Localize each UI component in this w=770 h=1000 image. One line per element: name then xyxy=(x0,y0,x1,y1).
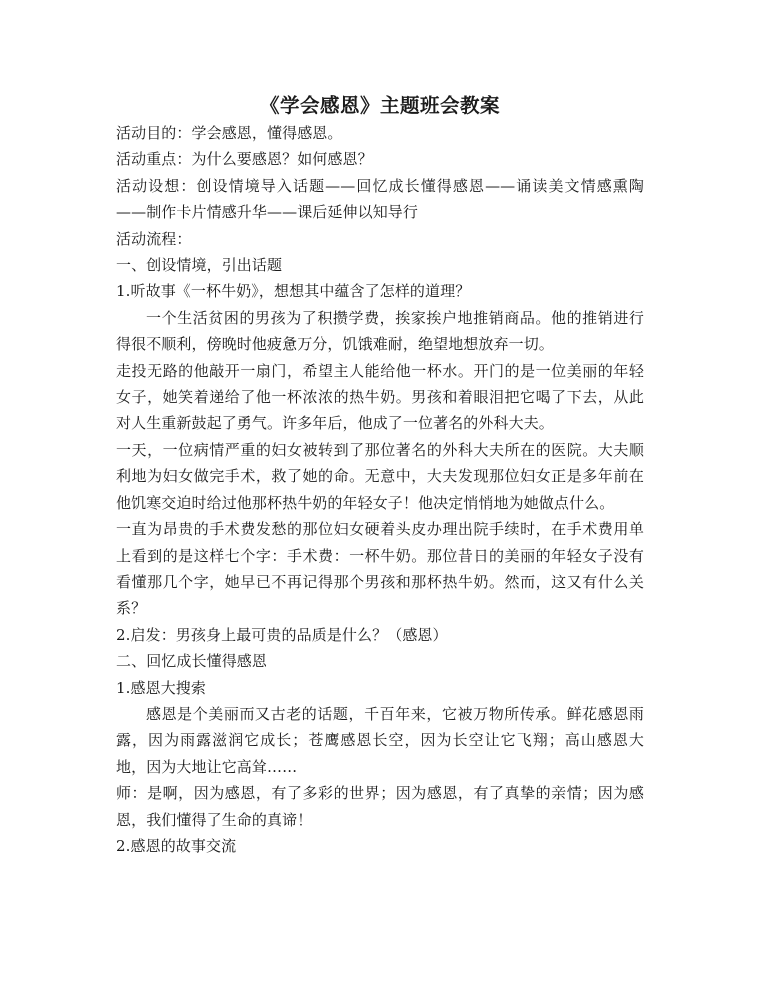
subheading-story: 1.听故事《一杯牛奶》，想想其中蕴含了怎样的道理？ xyxy=(116,282,471,301)
subheading-story-exchange: 2.感恩的故事交流 xyxy=(116,836,237,855)
section-heading-2: 二、回忆成长懂得感恩 xyxy=(116,652,268,671)
gratitude-paragraph: 感恩是个美丽而又古老的话题，千百年来，它被万物所传承。鲜花感恩雨露，因为雨露滋润它成长；苍鹰感恩长空，因为长空让它飞翔；高山感恩大地，因为大地让它高耸…… xyxy=(116,704,644,776)
paragraph-focus: 活动重点：为什么要感恩？如何感恩？ xyxy=(116,150,373,169)
story-paragraph-3: 一天，一位病情严重的妇女被转到了那位著名的外科大夫所在的医院。大夫顺利地为妇女做完手术，救了她的命。无意中，大夫发现那位妇女正是多年前在他饥寒交迫时给过他那杯热牛奶的年轻女子！他决定悄悄地为她做点什么。 xyxy=(116,440,644,512)
paragraph-purpose: 活动目的：学会感恩，懂得感恩。 xyxy=(116,124,343,142)
paragraph-process-heading: 活动流程： xyxy=(116,229,192,248)
story-paragraph-1: 一个生活贫困的男孩为了积攒学费，挨家挨户地推销商品。他的推销进行得很不顺利，傍晚时他疲惫万分，饥饿难耐，绝望地想放弃一切。 xyxy=(116,308,644,354)
section-heading-1: 一、创设情境，引出话题 xyxy=(116,256,283,275)
paragraph-plan: 活动设想：创设情境导入话题——回忆成长懂得感恩——诵读美文情感熏陶——制作卡片情感升华——课后延伸以知导行 xyxy=(116,176,644,222)
teacher-paragraph: 师：是啊，因为感恩，有了多彩的世界；因为感恩，有了真挚的亲情；因为感恩，我们懂得了生命的真谛！ xyxy=(116,784,644,829)
document-title: 《学会感恩》主题班会教案 xyxy=(259,94,500,117)
subheading-search: 1.感恩大搜索 xyxy=(116,678,207,697)
document-body xyxy=(116,92,644,859)
story-paragraph-4: 一直为昂贵的手术费发愁的那位妇女硬着头皮办理出院手续时，在手术费用单上看到的是这样七个字：手术费：一杯牛奶。那位昔日的美丽的年轻女子没有看懂那几个字，她早已不再记得那个男孩和那杯热牛奶。然而，这又有什么关系？ xyxy=(116,520,644,618)
subheading-inspiration: 2.启发：男孩身上最可贵的品质是什么？（感恩） xyxy=(116,625,448,644)
story-paragraph-2: 走投无路的他敲开一扇门，希望主人能给他一杯水。开门的是一位美丽的年轻女子，她笑着递给了他一杯浓浓的热牛奶。男孩和着眼泪把它喝了下去，从此对人生重新鼓起了勇气。许多年后，他成了一位著名的外科大夫。 xyxy=(116,361,644,433)
